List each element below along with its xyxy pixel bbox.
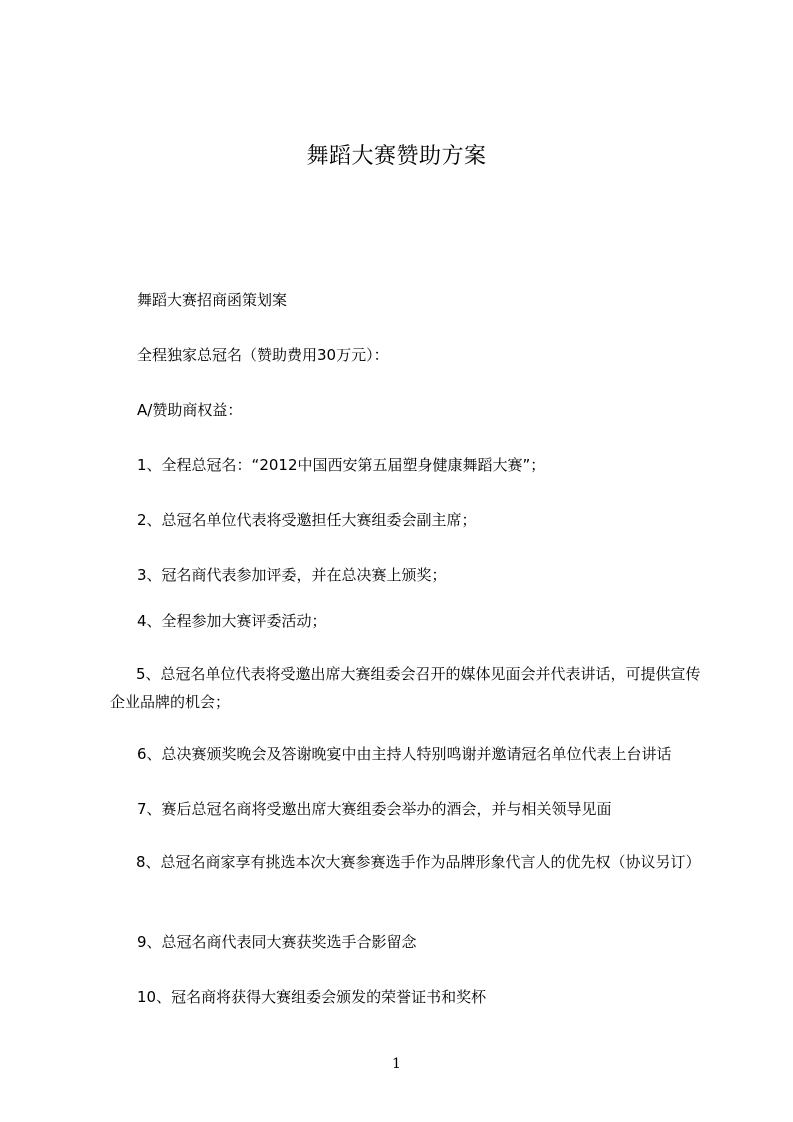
paragraph-item-8: 8、总冠名商家享有挑选本次大赛参赛选手作为品牌形象代言人的优先权（协议另订） xyxy=(136,853,701,871)
paragraph-item-6: 6、总决赛颁奖晚会及答谢晚宴中由主持人特别鸣谢并邀请冠名单位代表上台讲话 xyxy=(137,745,672,763)
paragraph-sponsorship-level: 全程独家总冠名（赞助费用30万元）： xyxy=(137,346,389,364)
paragraph-rights-heading: A/赞助商权益： xyxy=(137,401,243,419)
paragraph-item-2: 2、总冠名单位代表将受邀担任大赛组委会副主席； xyxy=(137,511,477,529)
paragraph-item-7: 7、赛后总冠名商将受邀出席大赛组委会举办的酒会，并与相关领导见面 xyxy=(137,800,612,818)
paragraph-item-1: 1、全程总冠名：“2012中国西安第五届塑身健康舞蹈大赛”； xyxy=(137,456,546,474)
paragraph-subtitle: 舞蹈大赛招商函策划案 xyxy=(137,291,288,309)
page-number: 1 xyxy=(392,1056,401,1072)
paragraph-item-3: 3、冠名商代表参加评委，并在总决赛上颁奖； xyxy=(137,566,447,584)
paragraph-item-9: 9、总冠名商代表同大赛获奖选手合影留念 xyxy=(137,933,417,951)
paragraph-item-5: 5、总冠名单位代表将受邀出席大赛组委会召开的媒体见面会并代表讲话，可提供宣传企业品牌的机会； xyxy=(110,665,701,711)
paragraph-item-10: 10、冠名商将获得大赛组委会颁发的荣誉证书和奖杯 xyxy=(137,988,487,1006)
paragraph-item-4: 4、全程参加大赛评委活动； xyxy=(137,612,327,630)
document-title: 舞蹈大赛赞助方案 xyxy=(306,144,487,169)
